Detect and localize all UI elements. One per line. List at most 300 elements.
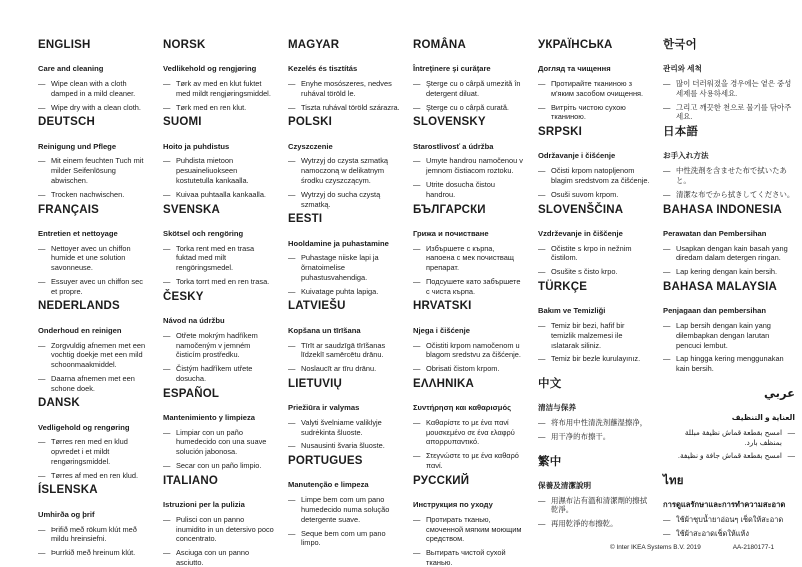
dash-bullet: — (413, 179, 421, 189)
dash-bullet: — (288, 189, 296, 199)
language-section (38, 397, 150, 480)
dash-bullet: — (413, 79, 421, 89)
dash-bullet: — (538, 102, 546, 112)
care-instruction-item (163, 364, 275, 384)
dash-bullet: — (163, 276, 171, 286)
care-heading: Istruzioni per la pulizia (163, 499, 245, 509)
care-instruction-item (163, 428, 275, 457)
dash-bullet: — (538, 320, 546, 330)
language-column (163, 38, 275, 567)
care-heading: お手入れ方法 (663, 151, 709, 161)
language-section (288, 378, 400, 451)
instruction-text: امسح بقطعة قماش جافة و نظيفة. (677, 451, 782, 461)
dash-bullet: — (538, 79, 546, 89)
care-instruction-item (538, 432, 650, 442)
dash-bullet: — (38, 243, 46, 253)
care-instruction-item (538, 354, 650, 364)
instruction-text: امسح بقطعة قماش نظيفة مبللة بمنظف بارد. (684, 427, 782, 447)
care-instruction-item (413, 103, 525, 113)
dash-bullet: — (163, 364, 171, 374)
dash-bullet: — (413, 548, 421, 558)
language-column (413, 38, 525, 567)
care-instruction-item (538, 321, 650, 350)
language-heading: POLSKI (288, 116, 333, 129)
dash-bullet: — (38, 156, 46, 166)
care-instruction-item (163, 277, 275, 287)
language-heading: ITALIANO (163, 474, 219, 487)
language-heading: NORSK (163, 39, 206, 51)
language-section (163, 291, 275, 384)
care-heading: Kopšana un tīrīšana (288, 325, 361, 335)
care-heading: Manutenção e limpeza (288, 480, 369, 490)
care-instruction-item (38, 244, 150, 273)
language-section (38, 204, 150, 297)
dash-bullet: — (288, 364, 296, 374)
care-instruction-item (163, 331, 275, 360)
care-instruction-item (163, 190, 275, 200)
dash-bullet: — (538, 189, 546, 199)
care-instruction-item (663, 428, 795, 448)
dash-bullet: — (38, 189, 46, 199)
care-heading: Entretien et nettoyage (38, 228, 118, 238)
dash-bullet: — (38, 470, 46, 480)
language-section (288, 213, 400, 296)
care-instruction-item (38, 471, 150, 481)
dash-bullet: — (787, 427, 795, 437)
care-heading: Грижа и почистване (413, 228, 489, 238)
care-instruction-item (538, 244, 650, 264)
instruction-text: Puhastage niiske lapi ja õrnatoimelise puhastusvahendiga. (301, 253, 379, 282)
language-section (38, 484, 150, 557)
dash-bullet: — (163, 548, 171, 558)
instruction-text: Asciuga con un panno asciutto. (176, 548, 250, 567)
care-instruction-item (38, 374, 150, 394)
care-instruction-item (413, 451, 525, 471)
language-section (288, 455, 400, 548)
instruction-text: Essuyer avec un chiffon sec et propre. (51, 276, 143, 296)
language-section (163, 204, 275, 287)
care-instruction-item (413, 156, 525, 176)
language-heading: MAGYAR (288, 39, 340, 51)
care-heading: Návod na údržbu (163, 315, 225, 325)
instruction-text: Wipe clean with a cloth damped in a mild cleaner. (51, 79, 136, 98)
language-heading: ENGLISH (38, 39, 91, 51)
language-heading: BAHASA INDONESIA (663, 203, 783, 216)
care-instruction-item (288, 190, 400, 210)
language-heading: FRANÇAIS (38, 203, 100, 216)
instruction-text: Seque bem com um pano limpo. (301, 528, 386, 548)
language-section (538, 126, 650, 199)
care-instruction-item (38, 548, 150, 558)
care-heading: Инструкция по уходу (413, 499, 493, 509)
care-instruction-item (288, 341, 400, 361)
care-heading: Starostlivosť a údržba (413, 141, 494, 151)
language-section (538, 281, 650, 364)
dash-bullet: — (163, 79, 171, 89)
dash-bullet: — (288, 441, 296, 451)
language-section (413, 475, 525, 567)
dash-bullet: — (288, 417, 296, 427)
instruction-text: Wytrzyj do czysta szmatką namoczoną w delikatnym środku czyszczącym. (301, 156, 388, 185)
language-section (163, 116, 275, 199)
dash-bullet: — (163, 427, 171, 437)
language-section (413, 378, 525, 471)
care-heading: Întreţinere şi curăţare (413, 64, 491, 74)
care-instruction-item (663, 166, 795, 186)
instruction-text: Nettoyer avec un chiffon humide et une solution savonneuse. (51, 243, 131, 273)
instruction-text: ใช้ผ้าสะอาดเช็ดให้แห้ง (676, 529, 750, 539)
care-instruction-item (413, 418, 525, 447)
instruction-text: Čistým hadříkem utřete dosucha. (176, 364, 253, 383)
language-heading: ČESKY (163, 290, 204, 303)
instruction-text: Utrite dosucha čistou handrou. (426, 179, 496, 199)
care-heading: Vedligehold og rengøring (38, 422, 130, 432)
care-instruction-item (163, 515, 275, 544)
instruction-text: Протирайте тканиною з м'яким засобом очищення. (551, 79, 644, 98)
instruction-text: Obrisati čistom krpom. (426, 364, 500, 374)
dash-bullet: — (38, 276, 46, 286)
language-section (663, 39, 795, 122)
care-heading: Onderhoud en reinigen (38, 325, 122, 335)
instruction-text: Kuivaa puhtaalla kankaalla. (176, 189, 266, 199)
dash-bullet: — (663, 515, 671, 525)
language-section (663, 281, 795, 374)
instruction-text: Þrifið með rökum klút með mildu hreinsiefni. (51, 524, 137, 544)
instruction-text: Lap hingga kering menggunakan kain bersih. (676, 354, 784, 374)
language-heading: ไทย (663, 475, 684, 488)
instruction-text: Secar con un paño limpio. (176, 460, 262, 470)
dash-bullet: — (663, 320, 671, 330)
dash-bullet: — (288, 253, 296, 263)
language-section (413, 116, 525, 199)
care-instruction-item (413, 341, 525, 361)
dash-bullet: — (288, 102, 296, 112)
care-instruction-item (413, 364, 525, 374)
language-section (288, 39, 400, 112)
language-heading: РУССКИЙ (413, 474, 470, 487)
care-instruction-item (38, 156, 150, 185)
language-column (38, 38, 150, 567)
language-heading: SRPSKI (538, 126, 583, 139)
instruction-text: Tiszta ruhával töröld szárazra. (301, 102, 400, 112)
care-heading: 保養及清潔說明 (538, 480, 592, 490)
language-heading: ESPAÑOL (163, 387, 220, 400)
dash-bullet: — (288, 286, 296, 296)
dash-bullet: — (413, 451, 421, 461)
dash-bullet: — (538, 267, 546, 277)
dash-bullet: — (663, 243, 671, 253)
language-column (288, 38, 400, 567)
instruction-text: Nusausinti švaria šluoste. (301, 441, 385, 451)
instruction-text: Mit einem feuchten Tuch mit milder Seifenlösung abwischen. (51, 156, 144, 185)
care-instruction-item (288, 441, 400, 451)
instruction-text: Wipe dry with a clean cloth. (51, 102, 141, 112)
language-section (538, 456, 650, 529)
dash-bullet: — (663, 166, 671, 176)
language-heading: ΕΛΛΗΝΙΚΑ (413, 377, 475, 390)
dash-bullet: — (288, 79, 296, 89)
instruction-text: 많이 더러워졌을 경우에는 옅은 중성세제를 사용하세요. (676, 79, 792, 98)
dash-bullet: — (38, 102, 46, 112)
care-instruction-item (538, 190, 650, 200)
care-instruction-item (163, 156, 275, 185)
care-heading: Njega i čišćenje (413, 325, 470, 335)
instruction-text: Torka rent med en trasa fuktad med milt rengöringsmedel. (176, 243, 255, 273)
care-instruction-item (663, 103, 795, 123)
instruction-text: Lap kering dengan kain bersih. (676, 267, 778, 277)
dash-bullet: — (538, 519, 546, 529)
dash-bullet: — (538, 418, 546, 428)
care-instruction-item (663, 529, 795, 539)
instruction-text: Valyti švelniame valiklyje sudrėkinta šluoste. (301, 417, 382, 437)
instruction-text: Lap bersih dengan kain yang dilembapkan dengan larutan pencuci lembut. (676, 320, 771, 350)
instruction-text: Noslaucīt ar tīru drānu. (301, 364, 377, 374)
language-section (413, 300, 525, 373)
dash-bullet: — (413, 243, 421, 253)
dash-bullet: — (163, 189, 171, 199)
instruction-text: Trocken nachwischen. (51, 189, 125, 199)
care-heading: Priežiūra ir valymas (288, 403, 360, 413)
care-instruction-item (288, 495, 400, 524)
language-section (38, 116, 150, 199)
language-heading: LIETUVIŲ (288, 377, 342, 390)
dash-bullet: — (663, 267, 671, 277)
care-heading: Reinigung und Pflege (38, 141, 117, 151)
instruction-text: Στεγνώστε το με ένα καθαρό πανί. (426, 451, 519, 470)
instruction-text: 将布用中性清洗剂蘸湿擦净， (551, 418, 648, 428)
care-heading: Czyszczenie (288, 141, 333, 151)
dash-bullet: — (288, 495, 296, 505)
language-heading: SLOVENŠČINA (538, 203, 624, 216)
care-instruction-item (663, 451, 795, 461)
care-instruction-item (663, 244, 795, 264)
language-section (163, 388, 275, 471)
instruction-text: Očisti krpom natopljenom blagim sredstvom za čišćenje. (551, 166, 650, 185)
instruction-text: Usapkan dengan kain basah yang diredam dalam detergen ringan. (676, 243, 788, 263)
instruction-text: Витріть чистою сухою тканиною. (551, 102, 626, 122)
care-instruction-item (288, 364, 400, 374)
language-heading: LATVIEŠU (288, 300, 346, 313)
dash-bullet: — (538, 166, 546, 176)
instruction-text: Limpe bem com um pano humedecido numa solução detergente suave. (301, 495, 390, 524)
language-heading: SVENSKA (163, 203, 220, 216)
dash-bullet: — (413, 364, 421, 374)
care-heading: Bakım ve Temizliği (538, 306, 606, 316)
dash-bullet: — (38, 340, 46, 350)
care-instruction-item (538, 79, 650, 99)
language-heading: PORTUGUES (288, 455, 363, 468)
dash-bullet: — (538, 495, 546, 505)
care-instruction-item (288, 156, 400, 185)
document-number: AA-2180177-1 (732, 544, 774, 551)
dash-bullet: — (163, 460, 171, 470)
instruction-text: Избършете с кърпа, напоена с мек почистващ препарат. (426, 243, 514, 273)
language-section (663, 388, 795, 461)
dash-bullet: — (538, 354, 546, 364)
columns (38, 38, 795, 567)
care-instruction-item (38, 277, 150, 297)
care-instruction-item (163, 461, 275, 471)
care-heading: Vzdrževanje in čiščenje (538, 228, 623, 238)
dash-bullet: — (538, 243, 546, 253)
language-column (663, 38, 795, 567)
language-section (663, 475, 795, 539)
care-heading: Penjagaan dan pembersihan (663, 306, 766, 316)
dash-bullet: — (663, 354, 671, 364)
care-instruction-item (663, 515, 795, 525)
instruction-text: Temiz bir bezi, hafif bir temizlik malzemesi ile ıslatarak siliniz. (551, 320, 625, 350)
care-instruction-item (413, 277, 525, 297)
instruction-text: Pulisci con un panno inumidito in un detersivo poco concentrato. (176, 514, 274, 544)
language-heading: SUOMI (163, 116, 202, 129)
instruction-text: Tørres af med en ren klud. (51, 470, 139, 480)
dash-bullet: — (38, 373, 46, 383)
language-section (38, 39, 150, 112)
care-instruction-item (38, 525, 150, 545)
dash-bullet: — (413, 514, 421, 524)
dash-bullet: — (38, 548, 46, 558)
care-heading: การดูแลรักษาและการทำความสะอาด (663, 500, 786, 510)
dash-bullet: — (38, 79, 46, 89)
care-instruction-item (163, 244, 275, 273)
care-heading: Συντήρηση και καθαρισμός (413, 403, 512, 413)
instruction-text: Tørk med en ren klut. (176, 102, 247, 112)
instruction-text: Καθαρίστε το με ένα πανί μουσκεμένο σε ένα ελαφρύ απορρυπαντικό. (426, 417, 515, 447)
care-instruction-item (538, 267, 650, 277)
dash-bullet: — (663, 102, 671, 112)
care-heading: Umhirða og þrif (38, 509, 95, 519)
care-instruction-item (38, 190, 150, 200)
care-instruction-item (663, 190, 795, 200)
instruction-text: Limpiar con un paño humedecido con una suave solución jabonosa. (176, 427, 267, 457)
instruction-text: 清潔な布でから拭きしてください。 (676, 189, 795, 199)
language-section (538, 39, 650, 122)
care-instruction-item (663, 321, 795, 350)
dash-bullet: — (663, 79, 671, 89)
language-heading: BAHASA MALAYSIA (663, 280, 777, 293)
language-heading: DEUTSCH (38, 116, 95, 129)
instruction-text: Enyhe mosószeres, nedves ruhával töröld le. (301, 79, 392, 98)
copyright-text: © Inter IKEA Systems B.V. 2019 (609, 544, 701, 551)
care-instruction-item (413, 244, 525, 273)
language-section (413, 204, 525, 297)
instruction-text: Вытирать чистой сухой тканью. (426, 548, 506, 567)
care-heading: Perawatan dan Pembersihan (663, 228, 767, 238)
care-instruction-item (663, 267, 795, 277)
language-section (413, 39, 525, 112)
care-instruction-item (163, 548, 275, 567)
dash-bullet: — (163, 243, 171, 253)
instruction-text: Þurrkið með hreinum klút. (51, 548, 136, 558)
instruction-text: Umyte handrou namočenou v jemnom čistiacom roztoku. (426, 156, 523, 176)
dash-bullet: — (163, 330, 171, 340)
dash-bullet: — (413, 417, 421, 427)
care-heading: Mantenimiento y limpieza (163, 412, 255, 422)
care-instruction-item (288, 529, 400, 549)
instruction-text: Şterge cu o cârpă umezită în detergent diluat. (426, 79, 521, 98)
language-section (663, 204, 795, 277)
care-instruction-item (288, 287, 400, 297)
language-heading: NEDERLANDS (38, 300, 120, 313)
dash-bullet: — (413, 156, 421, 166)
instruction-text: Zorgvuldig afnemen met een vochtig doekje met een mild schoonmaakmiddel. (51, 340, 146, 370)
care-instruction-item (38, 341, 150, 370)
instruction-text: Kuivatage puhta lapiga. (301, 286, 379, 296)
dash-bullet: — (38, 524, 46, 534)
care-heading: Hooldamine ja puhastamine (288, 238, 389, 248)
instruction-text: ใช้ผ้าชุบน้ำยาอ่อนๆ เช็ดให้สะอาด (676, 515, 784, 525)
instruction-text: 再用乾淨的布擦乾。 (551, 519, 618, 529)
care-heading: Care and cleaning (38, 64, 104, 74)
care-heading: 清洁与保养 (538, 403, 576, 413)
care-heading: Догляд та чищення (538, 64, 611, 74)
care-instruction-item (163, 103, 275, 113)
dash-bullet: — (163, 514, 171, 524)
instruction-text: Daarna afnemen met een schone doek. (51, 373, 135, 393)
language-heading: TÜRKÇE (538, 280, 588, 293)
care-instruction-item (38, 79, 150, 99)
language-section (288, 116, 400, 209)
dash-bullet: — (413, 276, 421, 286)
language-heading: 中文 (538, 378, 562, 391)
care-instruction-item (288, 418, 400, 438)
language-section (38, 300, 150, 393)
language-section (288, 300, 400, 373)
language-heading: SLOVENSKY (413, 116, 486, 129)
language-section (538, 378, 650, 442)
instruction-text: 用干净的布擦干。 (551, 431, 611, 441)
instruction-text: Otřete mokrým hadříkem namočeným v jemném čisticím prostředku. (176, 330, 258, 360)
instruction-text: Očistite s krpo in nežnim čistilom. (551, 243, 632, 263)
language-section (538, 204, 650, 277)
care-instruction-item (538, 519, 650, 529)
instruction-text: Tīrīt ar saudzīgā tīrīšanas līdzeklī samērcētu drānu. (301, 340, 386, 360)
care-heading: Kezelés és tisztítás (288, 64, 358, 74)
instruction-text: Osuši suvom krpom. (551, 189, 619, 199)
dash-bullet: — (413, 340, 421, 350)
dash-bullet: — (787, 451, 795, 461)
instruction-text: 中性洗剤を含ませた布で拭いたあと。 (676, 166, 787, 185)
instruction-text: Подсушете като забършете с чиста кърпа. (426, 276, 521, 296)
care-instruction-item (38, 437, 150, 466)
instruction-text: Očistiti krpom namočenom u blagom sredstvu za čišćenje. (426, 340, 521, 360)
dash-bullet: — (413, 102, 421, 112)
care-heading: Održavanje i čišćenje (538, 151, 616, 161)
care-heading: Skötsel och rengöring (163, 228, 244, 238)
language-section (663, 126, 795, 199)
care-heading: العناية و التنظيف (731, 413, 795, 423)
instruction-text: Osušite s čisto krpo. (551, 267, 618, 277)
dash-bullet: — (288, 340, 296, 350)
language-heading: 繁中 (538, 455, 562, 468)
instruction-text: 그리고 깨끗한 천으로 물기를 닦아주세요. (676, 102, 792, 122)
instruction-text: 用濕布沾有溫和清潔劑的擦拭乾淨。 (551, 495, 648, 515)
language-section (163, 39, 275, 112)
language-heading: БЪЛГАРСКИ (413, 203, 486, 216)
dash-bullet: — (663, 529, 671, 539)
care-instruction-item (663, 354, 795, 374)
dash-bullet: — (288, 528, 296, 538)
language-heading: DANSK (38, 397, 80, 410)
dash-bullet: — (163, 156, 171, 166)
care-instruction-item (413, 180, 525, 200)
care-instruction-item (413, 515, 525, 544)
instruction-text: Протирать тканью, смоченной мягким моющим средством. (426, 514, 522, 544)
instruction-text: Wytrzyj do sucha czystą szmatką. (301, 189, 381, 209)
language-heading: عربي (764, 387, 795, 400)
language-heading: ÍSLENSKA (38, 484, 98, 497)
language-heading: 日本語 (663, 126, 699, 139)
